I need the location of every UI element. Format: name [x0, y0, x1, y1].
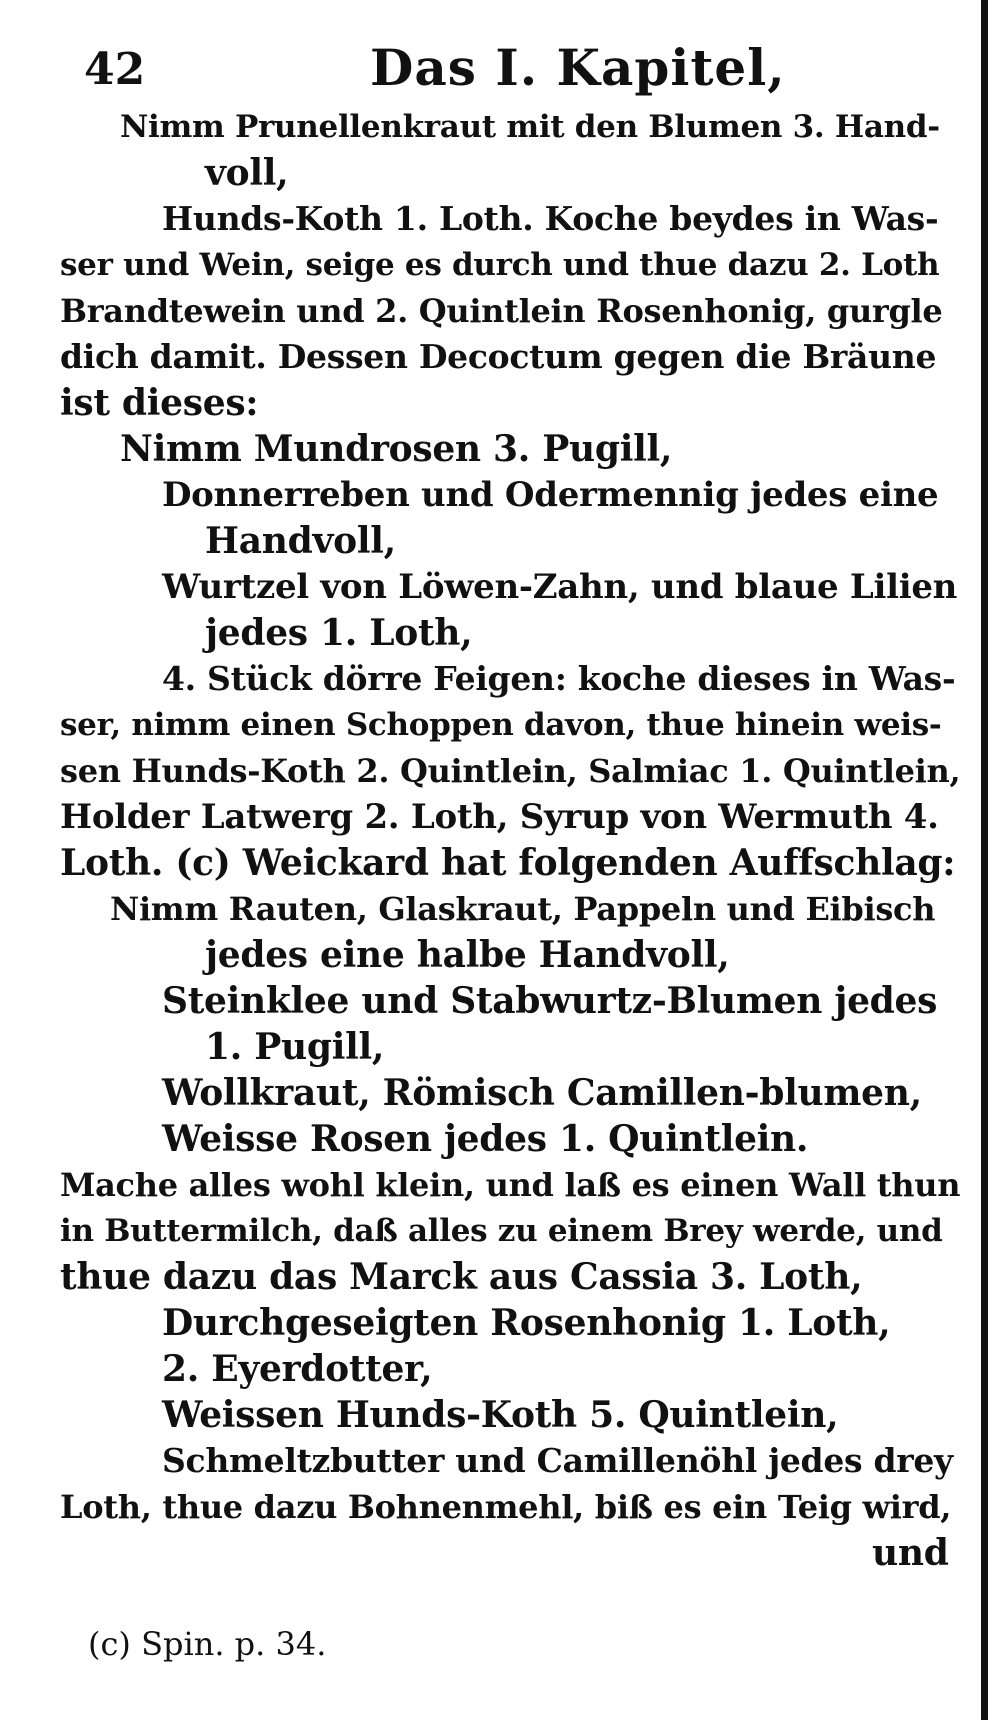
text-line: ist dieses:: [60, 382, 259, 424]
text-line: Wollkraut, Römisch Camillen-blumen,: [162, 1072, 922, 1114]
text-line: thue dazu das Marck aus Cassia 3. Loth,: [60, 1256, 863, 1298]
text-line: Steinklee und Stabwurtz-Blumen jedes: [162, 980, 938, 1022]
text-line: ser und Wein, seige es durch und thue dazu 2. Loth: [60, 247, 940, 283]
text-line: jedes 1. Loth,: [205, 612, 473, 654]
text-line: ser, nimm einen Schoppen davon, thue hinein weis-: [60, 707, 942, 743]
page-header: [70, 38, 950, 98]
text-line: Durchgeseigten Rosenhonig 1. Loth,: [162, 1302, 891, 1344]
text-line: Brandtewein und 2. Quintlein Rosenhonig, gurgle: [60, 292, 943, 330]
text-line: 2. Eyerdotter,: [162, 1348, 433, 1390]
text-line: Handvoll,: [205, 520, 396, 562]
text-line: Weisse Rosen jedes 1. Quintlein.: [162, 1118, 809, 1160]
text-line: Weissen Hunds-Koth 5. Quintlein,: [162, 1394, 839, 1436]
text-line: Schmeltzbutter und Camillenöhl jedes drey: [162, 1441, 953, 1480]
running-head: Das I. Kapitel,: [370, 38, 786, 97]
page-number: 42: [84, 44, 146, 95]
text-line: Nimm Prunellenkraut mit den Blumen 3. Hand-: [120, 109, 940, 145]
text-line: in Buttermilch, daß alles zu einem Brey werde, und: [60, 1213, 943, 1249]
text-line: Loth. (c) Weickard hat folgenden Auffschlag:: [60, 842, 956, 884]
text-line: Donnerreben und Odermennig jedes eine: [162, 475, 939, 515]
text-line: Loth, thue dazu Bohnenmehl, biß es ein Teig wird,: [60, 1488, 952, 1526]
text-line: 1. Pugill,: [205, 1026, 385, 1068]
text-line: Nimm Rauten, Glaskraut, Pappeln und Eibisch: [110, 890, 936, 928]
text-line: jedes eine halbe Handvoll,: [205, 934, 730, 976]
text-line: Wurtzel von Löwen-Zahn, und blaue Lilien: [162, 567, 958, 607]
text-line: Mache alles wohl klein, und laß es einen Wall thun: [60, 1166, 961, 1204]
page-edge-rule: [981, 0, 988, 1720]
text-line: Nimm Mundrosen 3. Pugill,: [120, 428, 673, 470]
text-line: dich damit. Dessen Decoctum gegen die Bräune: [60, 337, 937, 376]
text-line: voll,: [205, 152, 289, 194]
footnote: (c) Spin. p. 34.: [88, 1625, 327, 1663]
text-line: 4. Stück dörre Feigen: koche dieses in Was-: [162, 659, 956, 698]
text-line: Holder Latwerg 2. Loth, Syrup von Wermuth 4.: [60, 797, 939, 837]
catchword: und: [872, 1532, 949, 1574]
text-line: Hunds-Koth 1. Loth. Koche beydes in Was-: [162, 199, 939, 238]
text-line: sen Hunds-Koth 2. Quintlein, Salmiac 1. Quintlein,: [60, 752, 961, 790]
